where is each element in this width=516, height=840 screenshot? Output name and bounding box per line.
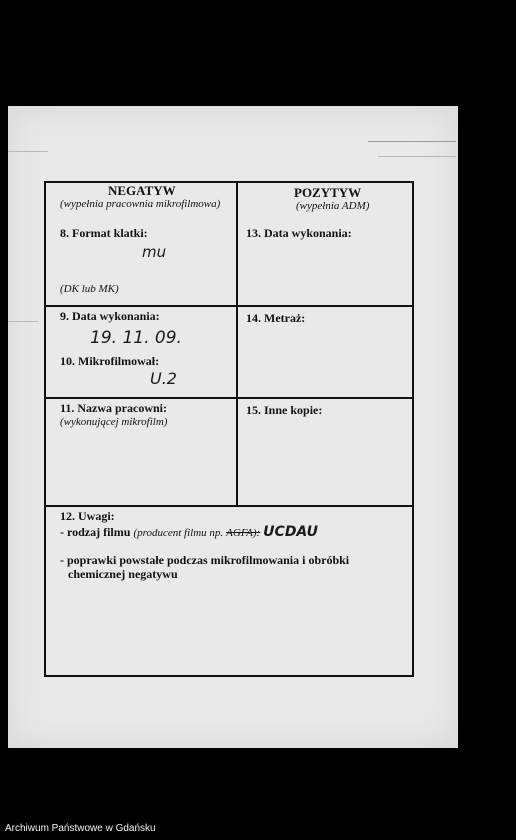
film-type-label: - rodzaj filmu	[60, 525, 131, 539]
scan-artifact	[368, 141, 456, 142]
filmer-handwritten-value: U.2	[150, 369, 177, 388]
scanned-form-sheet	[8, 106, 458, 748]
negatyw-date-label: 9. Data wykonania:	[60, 309, 160, 323]
scan-artifact	[8, 321, 38, 322]
lab-label: 11. Nazwa pracowni:	[60, 401, 167, 415]
film-type-line	[60, 524, 318, 540]
pozytyw-subtitle: (wypełnia ADM)	[296, 200, 370, 212]
pozytyw-title: POZYTYW	[294, 185, 362, 200]
archive-footer: Archiwum Państwowe w Gdańsku	[5, 823, 156, 834]
format-handwritten-value: mu	[142, 243, 167, 261]
corrections-line-2: chemicznej negatywu	[68, 567, 178, 581]
row-divider	[46, 305, 412, 307]
microfilm-form	[44, 181, 414, 677]
film-type-hint: (producent filmu np.	[133, 527, 224, 539]
corrections-line-1: - poprawki powstałe podczas mikrofilmowania i obróbki	[60, 553, 350, 567]
scan-artifact	[378, 156, 456, 157]
film-type-example: AGFA):	[226, 527, 261, 539]
length-label: 14. Metraż:	[246, 311, 306, 325]
negatyw-subtitle: (wypełnia pracownia mikrofilmowa)	[60, 198, 221, 210]
format-hint: (DK lub MK)	[60, 283, 119, 295]
pozytyw-date-label: 13. Data wykonania:	[246, 226, 352, 240]
uwagi-label: 12. Uwagi:	[60, 509, 115, 523]
scan-artifact	[8, 151, 48, 152]
film-type-handwritten-value: UCDAU	[263, 524, 319, 540]
row-divider	[46, 505, 412, 507]
row-divider	[46, 397, 412, 399]
filmer-label: 10. Mikrofilmował:	[60, 354, 160, 368]
lab-hint: (wykonującej mikrofilm)	[60, 416, 168, 428]
format-label: 8. Format klatki:	[60, 226, 148, 240]
negatyw-date-handwritten-value: 19. 11. 09.	[90, 328, 182, 348]
copies-label: 15. Inne kopie:	[246, 403, 323, 417]
column-divider	[236, 183, 238, 505]
negatyw-title: NEGATYW	[108, 183, 176, 198]
